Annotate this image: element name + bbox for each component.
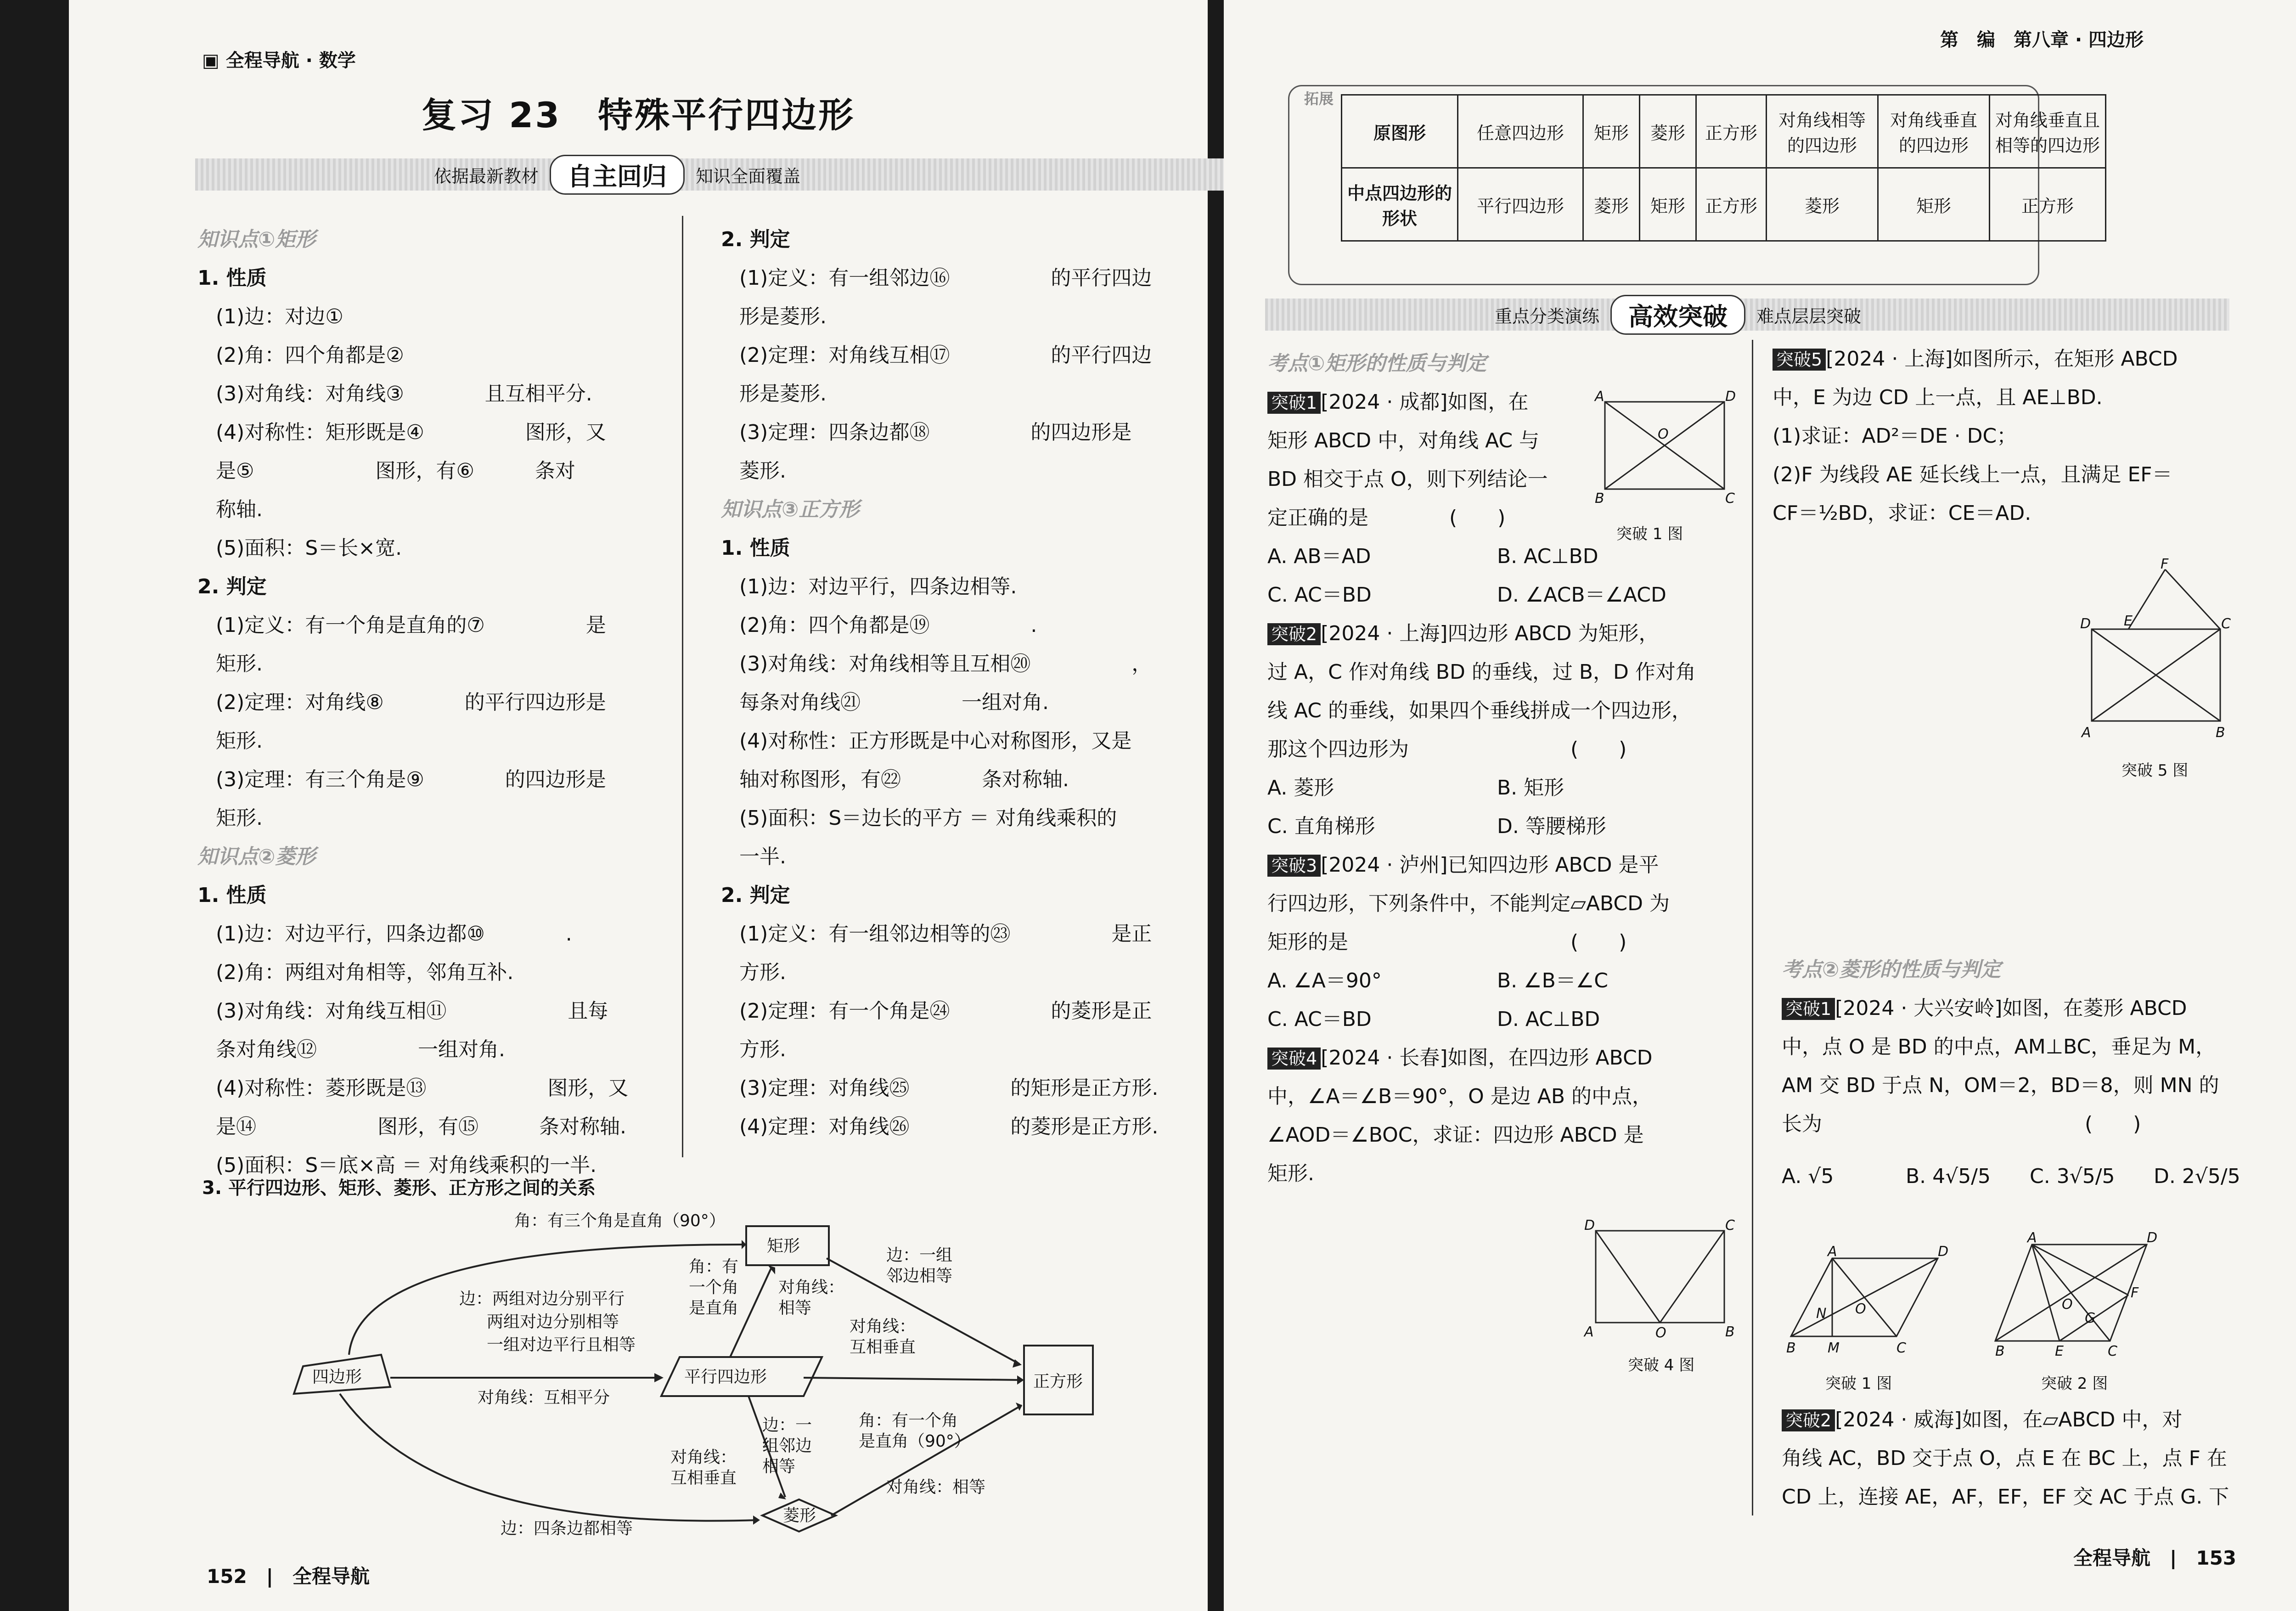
svg-text:A: A bbox=[2027, 1230, 2037, 1246]
svg-text:B: B bbox=[1595, 490, 1604, 507]
svg-text:C: C bbox=[2108, 1343, 2117, 1359]
edge-top: 角：有三个角是直角（90°） bbox=[514, 1211, 726, 1230]
svg-text:O: O bbox=[1658, 426, 1669, 442]
edge-label-2: 两组对边分别相等 bbox=[487, 1312, 619, 1331]
figure-kd2-q2 bbox=[1995, 1230, 2158, 1364]
knowledge-column-1: 知识点①矩形 1. 性质 (1)边：对边① (2)角：四个角都是② (3)对角线：对角线③ 且互相平分. (4)对称性：矩形既是④ 图形，又 是⑤ 图形，有⑥ 条对 称轴. (5)面积：S＝长×宽. 2. 判定 (1)定义：有一个角是直角的⑦ 是 矩形. (2)定理：对角线⑧ 的平行四边形是 矩形. (3)定理：有三个角是⑨ 的四边形是 矩形. 知识点②菱形 1. 性质 (1)边：对边平行，四条边都⑩ . (2)角：两组对角相等，邻角互补. (3)对角线：对角线互相⑪ 且每 条对角线⑫ 一组对角. (4)对称性：菱形既是⑬ 图形，又 是⑭ 图形，有⑮ 条对称轴. (5)面积：S＝底×高 ＝ 对角线乘积的一半. bbox=[197, 228, 629, 1177]
pr-diag-1: 对角线： bbox=[778, 1278, 845, 1297]
svg-text:D: D bbox=[2080, 616, 2091, 632]
footer-right: 全程导航 | 153 bbox=[2073, 1547, 2237, 1569]
svg-text:O: O bbox=[1855, 1301, 1866, 1317]
svg-text:F: F bbox=[2161, 556, 2169, 572]
svg-text:D: D bbox=[1584, 1217, 1595, 1234]
hs-angle-1: 角：有一个角 bbox=[859, 1411, 958, 1430]
running-header-right: 第 编 第八章 · 四边形 bbox=[1940, 29, 2144, 51]
running-header: ▣ 全程导航 · 数学 bbox=[202, 50, 356, 71]
ph-edge-3: 相等 bbox=[762, 1457, 796, 1476]
caption-q5: 突破 5 图 bbox=[2122, 761, 2189, 780]
page-title: 复习 23 特殊平行四边形 bbox=[421, 95, 855, 135]
svg-text:G: G bbox=[2085, 1310, 2096, 1326]
table-row: 中点四边形的形状 平行四边形 菱形 矩形 正方形 菱形 矩形 正方形 bbox=[1342, 168, 2106, 241]
exercise-column-1: 考点①矩形的性质与判定 突破1 [2024 · 成都]如图，在 矩形 ABCD 中，对角线 AC 与 BD 相交于点 O，则下列结论一 定正确的是 ( ) A. AB＝AD B. AC⊥BD C. AC＝BD D. ∠ACB＝∠ACD 突破2 [2024 · 上海]四边形 ABCD 为矩形， 过 A，C 作对角线 BD 的垂线，过 B，D 作对角 线 AC 的垂线，如果四个垂线拼成一个四边形， 那这个四边形为 ( ) A. 菱形 B. 矩形 C. 直角梯形 D. 等腰梯形 突破3 [2024 · 泸州]已知四边形 ABCD 是平 行四边形，下列条件中，不能判定▱ABCD 为 矩形的是 ( ) A. ∠A＝90° B. ∠B＝∠C C. AC＝BD D. AC⊥BD 突破4 [2024 · 长春]如图，在四边形 ABCD 中，∠A＝∠B＝90°，O 是边 AB 的中点， ∠AOD＝∠BOC，求证：四边形 ABCD 是 矩形. bbox=[1267, 352, 1696, 1185]
rect-label: 矩形 bbox=[767, 1237, 800, 1256]
para-label: 平行四边形 bbox=[684, 1368, 767, 1386]
hs-angle-2: 是直角（90°） bbox=[859, 1432, 971, 1451]
svg-text:B: B bbox=[1725, 1324, 1735, 1340]
column-divider bbox=[682, 216, 683, 1157]
svg-text:B: B bbox=[1995, 1343, 2005, 1359]
section-banner-right: 重点分类演练 高效突破 难点层层突破 bbox=[1265, 299, 2229, 331]
knowledge-column-2: 2. 判定 (1)定义：有一组邻边⑯ 的平行四边 形是菱形. (2)定理：对角线互相⑰ 的平行四边 形是菱形. (3)定理：四条边都⑱ 的四边形是 菱形. 知识点③正方形 1. 性质 (1)边：对边平行，四条边相等. (2)角：四个角都是⑲ . (3)对角线：对角线相等且互相⑳ ， 每条对角线㉑ 一组对角. (4)对称性：正方形既是中心对称图形，又是 轴对称图形，有㉒ 条对称轴. (5)面积：S＝边长的平方 ＝ 对角线乘积的 一半. 2. 判定 (1)定义：有一组邻边相等的㉓ 是正 方形. (2)定理：有一个角是㉔ 的菱形是正 方形. (3)定理：对角线㉕ 的矩形是正方形. (4)定理：对角线㉖ 的菱形是正方形. bbox=[721, 228, 1159, 1138]
rhombus-label: 菱形 bbox=[783, 1506, 816, 1525]
figure-kd2-q1 bbox=[1786, 1240, 1952, 1364]
column-divider-right bbox=[1752, 340, 1753, 1515]
caption-kd2-q1: 突破 1 图 bbox=[1825, 1374, 1892, 1393]
svg-text:D: D bbox=[1938, 1244, 1949, 1260]
section-banner: 依据最新教材 自主回归 知识全面覆盖 bbox=[195, 158, 1233, 191]
pr-diag-2: 相等 bbox=[778, 1299, 812, 1318]
left-page bbox=[69, 0, 1208, 1611]
relation-diagram bbox=[285, 1199, 1180, 1552]
diag-label: 对角线：互相平分 bbox=[478, 1388, 610, 1407]
extension-tag: 拓展 bbox=[1304, 90, 1334, 107]
rs-edge-2: 邻边相等 bbox=[886, 1267, 953, 1285]
svg-text:M: M bbox=[1828, 1340, 1840, 1356]
rs-edge-1: 边：一组 bbox=[886, 1246, 953, 1265]
svg-text:C: C bbox=[1725, 1217, 1735, 1234]
ph-edge-1: 边：一 bbox=[762, 1416, 812, 1435]
caption-kd2-q2: 突破 2 图 bbox=[2041, 1374, 2108, 1393]
edge-label-3: 一组对边平行且相等 bbox=[487, 1335, 636, 1354]
exercise-column-4: 突破2 [2024 · 威海]如图，在▱ABCD 中，对 角线 AC，BD 交于点 O，点 E 在 BC 上，点 F 在 CD 上，连接 AE，AF，EF，EF 交 AC 于点 G. 下 bbox=[1782, 1408, 2229, 1509]
midpoint-table bbox=[1341, 94, 2106, 242]
svg-text:N: N bbox=[1816, 1306, 1827, 1322]
svg-text:O: O bbox=[2062, 1296, 2073, 1312]
edge-label-1: 边：两组对边分别平行 bbox=[459, 1290, 625, 1308]
caption-q4: 突破 4 图 bbox=[1628, 1356, 1695, 1374]
hs-diag: 对角线：相等 bbox=[886, 1478, 986, 1497]
figure-q1 bbox=[1591, 388, 1738, 512]
exercise-column-3: 考点②菱形的性质与判定 突破1 [2024 · 大兴安岭]如图，在菱形 ABCD 中，点 O 是 BD 的中点，AM⊥BC，垂足为 M， AM 交 BD 于点 N，OM＝2，BD＝8，则 MN 的 长为 ( ) A. √5 B. 4√5/5 C. 3√5/5 D. 2√5/5 bbox=[1782, 958, 2240, 1188]
svg-text:C: C bbox=[1725, 490, 1735, 507]
quad-label: 四边形 bbox=[312, 1368, 362, 1386]
svg-text:D: D bbox=[2147, 1230, 2158, 1246]
table-row: 原图形 任意四边形 矩形 菱形 正方形 对角线相等的四边形 对角线垂直的四边形 对角线垂直且相等的四边形 bbox=[1342, 95, 2106, 168]
ph-edge-2: 组邻边 bbox=[762, 1436, 812, 1455]
svg-text:B: B bbox=[1786, 1340, 1796, 1356]
footer: 152 | 全程导航 bbox=[207, 1565, 370, 1588]
svg-text:E: E bbox=[2124, 613, 2133, 629]
pr-angle-1: 角：有 bbox=[689, 1257, 739, 1276]
svg-text:B: B bbox=[2216, 725, 2225, 741]
edge-bottom: 边：四条边都相等 bbox=[501, 1519, 633, 1538]
svg-text:D: D bbox=[1725, 389, 1736, 405]
svg-text:E: E bbox=[2055, 1343, 2064, 1359]
svg-text:O: O bbox=[1655, 1325, 1666, 1341]
relation-heading: 3. 平行四边形、矩形、菱形、正方形之间的关系 bbox=[202, 1177, 596, 1199]
pr-angle-3: 是直角 bbox=[689, 1299, 739, 1318]
ph-diag-1: 对角线： bbox=[670, 1448, 737, 1467]
right-page bbox=[1224, 0, 2296, 1611]
ph-diag-2: 互相垂直 bbox=[670, 1469, 737, 1487]
svg-text:C: C bbox=[1896, 1340, 1906, 1356]
svg-text:A: A bbox=[1595, 389, 1604, 405]
rs-diag-2: 互相垂直 bbox=[850, 1338, 916, 1357]
rs-diag-1: 对角线： bbox=[850, 1317, 916, 1336]
figure-q5 bbox=[2078, 556, 2231, 744]
square-label: 正方形 bbox=[1033, 1372, 1083, 1391]
svg-text:C: C bbox=[2221, 616, 2231, 632]
svg-text:A: A bbox=[1828, 1244, 1837, 1260]
svg-text:F: F bbox=[2131, 1285, 2139, 1301]
pr-angle-2: 一个角 bbox=[689, 1278, 739, 1297]
book-icon: ▣ bbox=[202, 50, 226, 71]
svg-text:A: A bbox=[1584, 1324, 1594, 1340]
svg-text:A: A bbox=[2082, 725, 2091, 741]
caption-q1: 突破 1 图 bbox=[1616, 525, 1683, 543]
exercise-column-2: 突破5 [2024 · 上海]如图所示，在矩形 ABCD 中，E 为边 CD 上一点，且 AE⊥BD. (1)求证：AD²＝DE · DC； (2)F 为线段 AE 延长线上一点，且满足 EF＝ CF＝½BD，求证：CE＝AD. bbox=[1773, 347, 2178, 525]
figure-q4 bbox=[1582, 1217, 1738, 1341]
